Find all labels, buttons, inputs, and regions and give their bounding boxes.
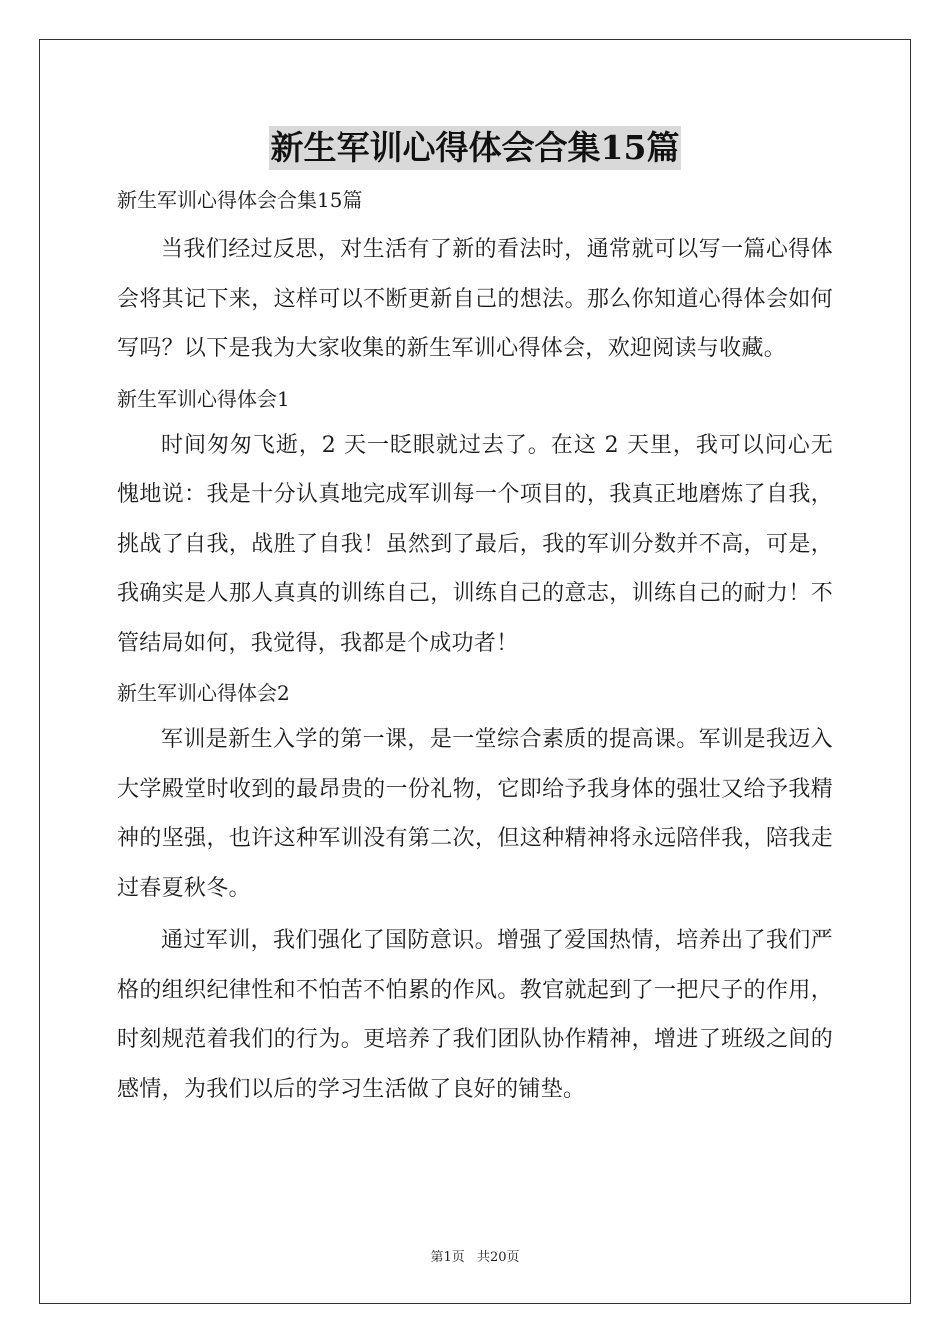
- section-2-paragraph-2: 通过军训，我们强化了国防意识。增强了爱国热情，培养出了我们严格的组织纪律性和不怕苦不怕累的作风。教官就起到了一把尺子的作用，时刻规范着我们的行为。更培养了我们团队协作精神，增进了班级之间的感情，为我们以后的学习生活做了良好的铺垫。: [117, 928, 833, 1102]
- page-footer: [0, 1246, 950, 1265]
- section-heading-1: 新生军训心得体会1: [117, 386, 290, 411]
- section-1-paragraph-1: 时间匆匆飞逝，2 天一眨眼就过去了。在这 2 天里，我可以问心无愧地说：我是十分认真地完成军训每一个项目的，我真正地磨炼了自我，挑战了自我，战胜了自我！虽然到了最后，我的军训分数并不高，可是，我确实是人那人真真的训练自己，训练自己的意志，训练自己的耐力！不管结局如何，我觉得，我都是个成功者！: [117, 432, 833, 656]
- intro-paragraph: 当我们经过反思，对生活有了新的看法时，通常就可以写一篇心得体会将其记下来，这样可以不断更新自己的想法。那么你知道心得体会如何写吗？以下是我为大家收集的新生军训心得体会，欢迎阅读与收藏。: [117, 237, 833, 361]
- section-2-paragraph-1: 军训是新生入学的第一课，是一堂综合素质的提高课。军训是我迈入大学殿堂时收到的最昂贵的一份礼物，它即给予我身体的强壮又给予我精神的坚强，也许这种军训没有第二次，但这种精神将永远陪伴我，陪我走过春夏秋冬。: [117, 727, 833, 901]
- document-body: [117, 178, 833, 1117]
- section-heading-2: 新生军训心得体会2: [117, 681, 290, 705]
- page-total: 共20页: [476, 1250, 520, 1265]
- document-title: 新生军训心得体会合集15篇: [269, 126, 682, 170]
- title-container: [0, 126, 950, 170]
- document-subtitle: 新生军训心得体会合集15篇: [117, 188, 363, 212]
- page-number: 第1页: [430, 1250, 465, 1265]
